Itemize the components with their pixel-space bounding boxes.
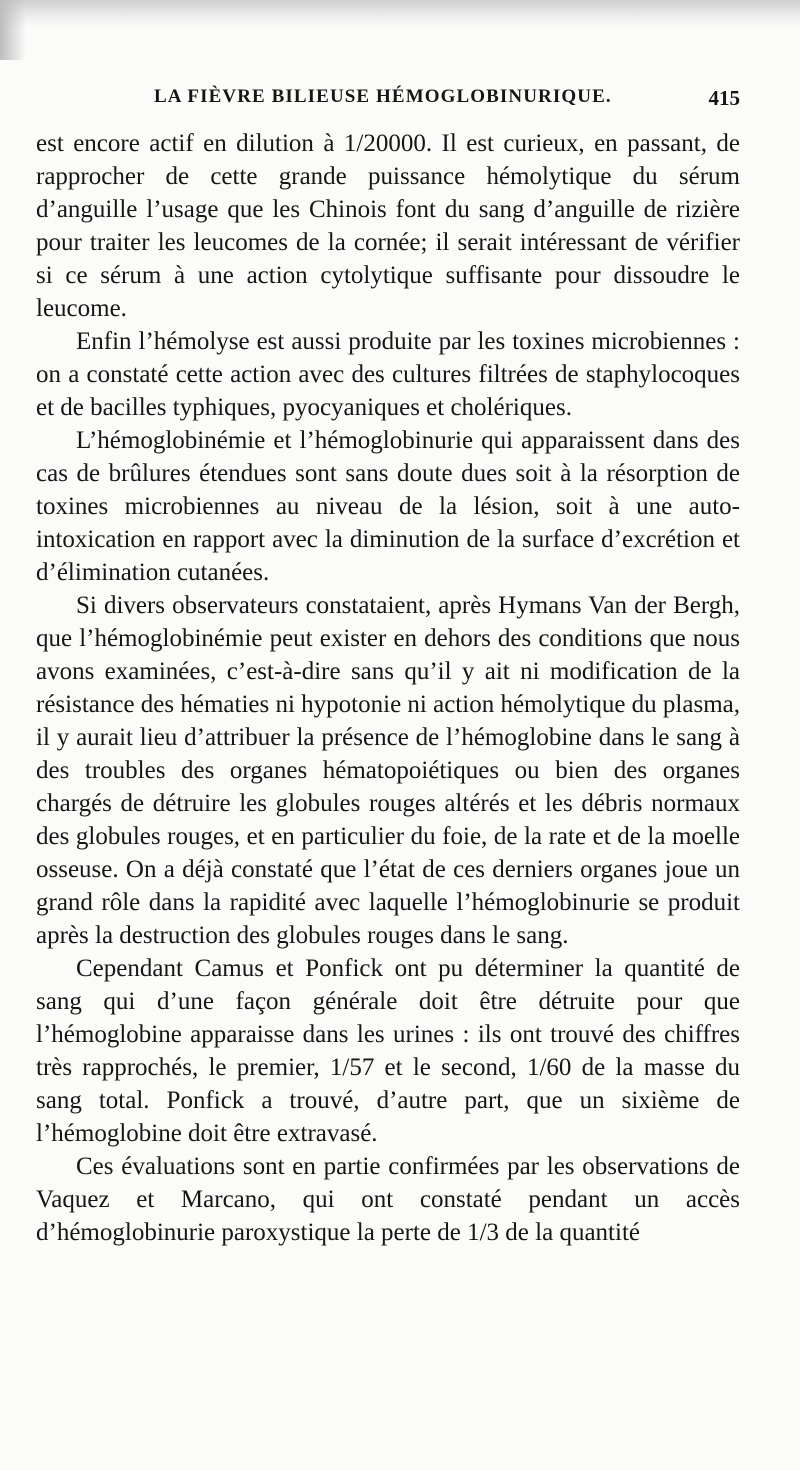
paragraph: Cependant Camus et Ponfick ont pu déterminer la quantité de sang qui d’une façon générale doit être détruite pour que l’hémoglobine apparaisse dans les urines : ils ont trouvé des chiffres très rapprochés, le premier, 1/57 et le second, 1/60 de la masse du sang total. Ponfick a trouvé, d’autre part, que un sixième de l’hémoglobine doit être extravasé. bbox=[36, 955, 740, 1147]
paragraph-continued: est encore actif en dilution à 1/20000. Il est curieux, en passant, de rapprocher de cette grande puissance hémolytique du sérum d’anguille l’usage que les Chinois font du sang d’anguille de rizière pour traiter les leucomes de la cornée; il serait intéressant de vérifier si ce sérum à une action cytolytique suffisante pour dissoudre le leucome. bbox=[36, 130, 740, 322]
page-number: 415 bbox=[708, 86, 740, 110]
paragraph: Ces évaluations sont en partie confirmées par les observations de Vaquez et Marcano, qui ont constaté pendant un accès d’hémoglobinurie paroxystique la perte de 1/3 de la quantité bbox=[36, 1153, 740, 1246]
body-text bbox=[36, 127, 740, 1249]
page-header bbox=[154, 86, 740, 120]
scan-edge-shadow bbox=[0, 0, 800, 28]
scan-corner-shadow bbox=[0, 0, 26, 60]
paragraph: L’hémoglobinémie et l’hémoglobinurie qui apparaissent dans des cas de brûlures étendues sont sans doute dues soit à la résorption de toxines microbiennes au niveau de la lésion, soit à une auto-intoxication en rapport avec la diminution de la surface d’excrétion et d’élimination cutanées. bbox=[36, 427, 740, 586]
paragraph: Enfin l’hémolyse est aussi produite par les toxines microbiennes : on a constaté cette action avec des cultures filtrées de staphylocoques et de bacilles typhiques, pyocyaniques et cholériques. bbox=[36, 328, 740, 421]
paragraph: Si divers observateurs constataient, après Hymans Van der Bergh, que l’hémoglobinémie peut exister en dehors des conditions que nous avons examinées, c’est-à-dire sans qu’il y ait ni modification de la résistance des hématies ni hypotonie ni action hémolytique du plasma, il y aurait lieu d’attribuer la présence de l’hémoglobine dans le sang à des troubles des organes hématopoiétiques ou bien des organes chargés de détruire les globules rouges altérés et les débris normaux des globules rouges, et en particulier du foie, de la rate et de la moelle osseuse. On a déjà constaté que l’état de ces derniers organes joue un grand rôle dans la rapidité avec laquelle l’hémoglobinurie se produit après la destruction des globules rouges dans le sang. bbox=[36, 592, 740, 949]
running-title: LA FIÈVRE BILIEUSE HÉMOGLOBINURIQUE. bbox=[154, 86, 612, 107]
